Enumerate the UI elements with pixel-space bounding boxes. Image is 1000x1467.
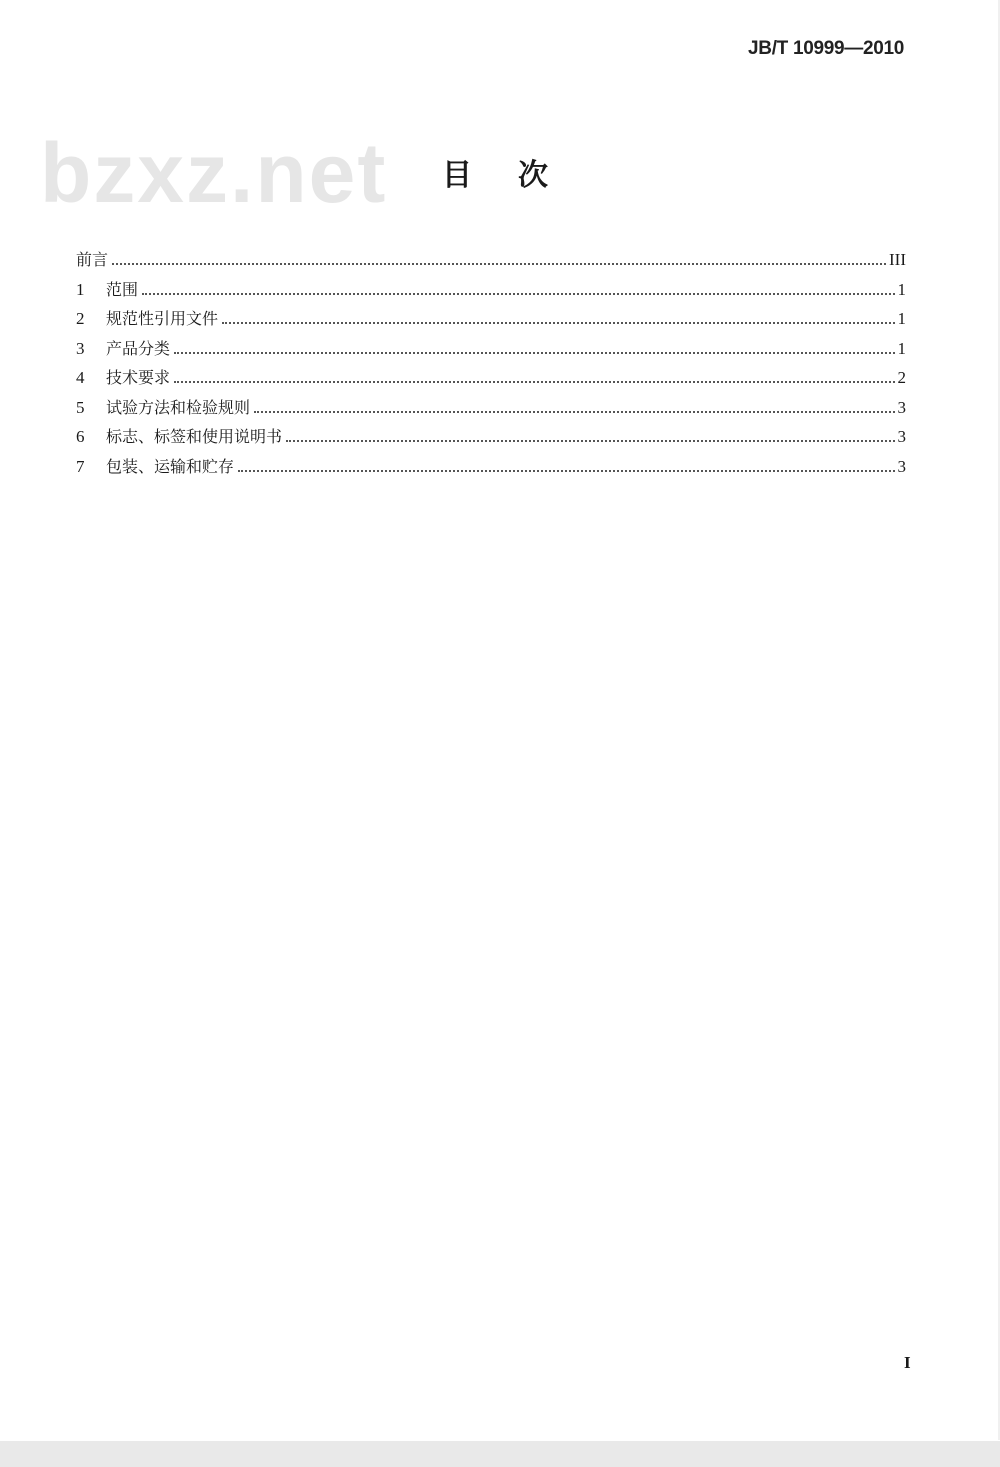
standard-number: JB/T 10999—2010 [748, 38, 905, 59]
dot-leader [238, 470, 894, 472]
toc-entry-label: 产品分类 [106, 338, 171, 358]
toc-entry-page: 3 [897, 456, 906, 476]
toc-entry[interactable] [76, 454, 906, 484]
toc-entry-number: 2 [76, 309, 85, 328]
toc-entry-page: III [889, 250, 906, 269]
toc-entry[interactable] [76, 306, 906, 336]
toc-entry[interactable] [76, 395, 906, 425]
dot-leader [174, 381, 894, 383]
toc-entry-page: 3 [897, 397, 906, 417]
toc-entry[interactable] [76, 247, 906, 277]
toc-entry-page: 2 [897, 368, 906, 387]
toc-entry-number: 7 [76, 456, 85, 476]
dot-leader [286, 440, 894, 442]
toc-entry[interactable] [76, 365, 906, 395]
toc-entry-label: 标志、标签和使用说明书 [106, 427, 283, 446]
toc-entry-number: 6 [76, 427, 85, 446]
dot-leader [112, 263, 886, 265]
dot-leader [254, 411, 894, 413]
dot-leader [142, 293, 894, 295]
toc-entry-label: 范围 [106, 279, 139, 299]
toc-entry[interactable] [76, 424, 906, 454]
toc-entry[interactable] [76, 336, 906, 366]
table-of-contents [76, 247, 906, 483]
toc-entry-number: 4 [76, 368, 85, 387]
viewer-bottom-strip [0, 1441, 1000, 1467]
toc-entry-number: 3 [76, 338, 85, 358]
watermark: bzxz.net [40, 126, 388, 220]
toc-entry-number: 1 [76, 279, 85, 299]
dot-leader [174, 352, 894, 354]
toc-entry-label: 前言 [76, 250, 109, 269]
toc-entry-label: 包装、运输和贮存 [106, 456, 235, 476]
toc-entry-page: 1 [897, 309, 906, 328]
toc-entry-label: 规范性引用文件 [106, 309, 219, 328]
page-title: 目次 [442, 158, 594, 193]
toc-entry-page: 3 [897, 427, 906, 446]
toc-entry-page: 1 [897, 279, 906, 299]
toc-entry-page: 1 [897, 338, 906, 358]
toc-entry-label: 技术要求 [106, 368, 171, 387]
page-number: I [904, 1353, 911, 1372]
toc-entry-number: 5 [76, 397, 85, 417]
toc-entry[interactable] [76, 277, 906, 307]
dot-leader [222, 322, 894, 324]
toc-entry-label: 试验方法和检验规则 [106, 397, 251, 417]
